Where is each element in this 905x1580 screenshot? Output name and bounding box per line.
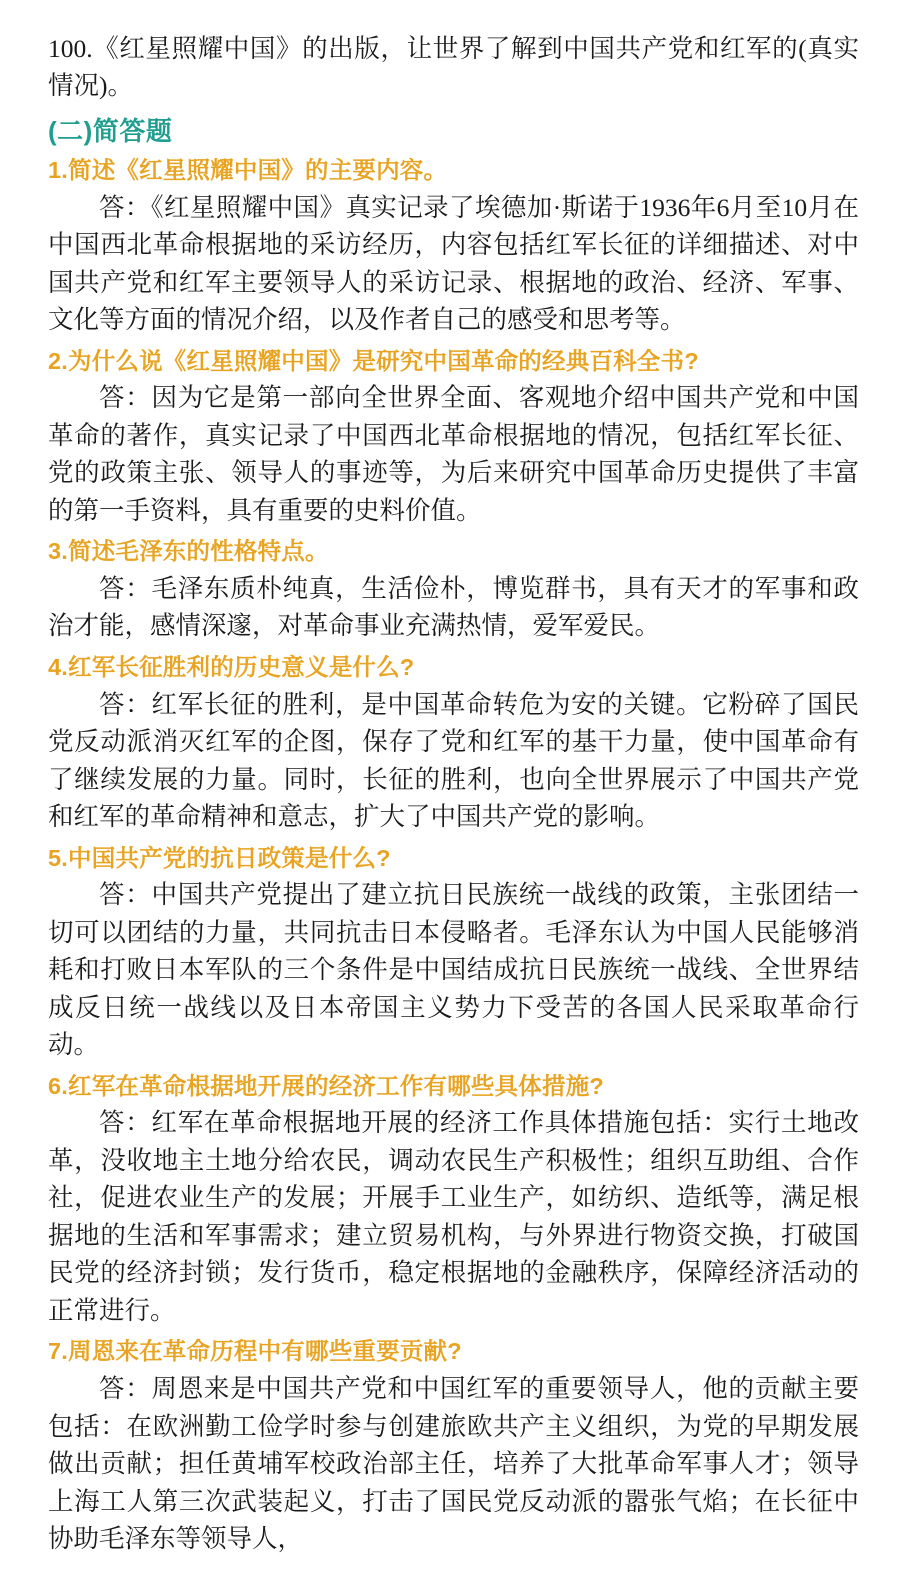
question-100-block bbox=[48, 30, 859, 105]
question-answer-6: 答：红军在革命根据地开展的经济工作具体措施包括：实行土地改革，没收地主土地分给农民，调动农民生产积极性；组织互助组、合作社，促进农业生产的发展；开展手工业生产，如纺织、造纸等，满足根据地的生活和军事需求；建立贸易机构，与外界进行物资交换，打破国民党的经济封锁；发行货币，稳定根据地的金融秩序，保障经济活动的正常进行。 bbox=[48, 1108, 859, 1325]
question-answer-7: 答：周恩来是中国共产党和中国红军的重要领导人，他的贡献主要包括：在欧洲勤工俭学时参与创建旅欧共产主义组织，为党的早期发展做出贡献；担任黄埔军校政治部主任，培养了大批革命军事人才；领导上海工人第三次武装起义，打击了国民党反动派的嚣张气焰；在长征中协助毛泽东等领导人， bbox=[48, 1374, 859, 1554]
question-block-7 bbox=[48, 1336, 859, 1557]
question-block-6 bbox=[48, 1071, 859, 1330]
question-answer-2: 答：因为它是第一部向全世界全面、客观地介绍中国共产党和中国革命的著作，真实记录了中国西北革命根据地的情况，包括红军长征、党的政策主张、领导人的事迹等，为后来研究中国革命历史提供了丰富的第一手资料，具有重要的史料价值。 bbox=[48, 383, 859, 525]
question-answer-5: 答：中国共产党提出了建立抗日民族统一战线的政策，主张团结一切可以团结的力量，共同抗击日本侵略者。毛泽东认为中国人民能够消耗和打败日本军队的三个条件是中国结成抗日民族统一战线、全世界结成反日统一战线以及日本帝国主义势力下受苦的各国人民采取革命行动。 bbox=[48, 880, 859, 1060]
question-answer-4: 答：红军长征的胜利，是中国革命转危为安的关键。它粉碎了国民党反动派消灭红军的企图，保存了党和红军的基干力量，使中国革命有了继续发展的力量。同时，长征的胜利，也向全世界展示了中国共产党和红军的革命精神和意志，扩大了中国共产党的影响。 bbox=[48, 689, 859, 832]
question-100-body: 《红星照耀中国》的出版，让世界了解到中国共产党和红军的(真实情况)。 bbox=[48, 34, 859, 101]
question-100-text bbox=[48, 30, 859, 105]
question-block-5 bbox=[48, 843, 859, 1064]
question-block-4 bbox=[48, 652, 859, 836]
question-answer-1: 答：《红星照耀中国》真实记录了埃德加·斯诺于1936年6月至10月在中国西北革命根据地的采访经历，内容包括红军长征的详细描述、对中国共产党和红军主要领导人的采访记录、根据地的政治、经济、军事、文化等方面的情况介绍，以及作者自己的感受和思考等。 bbox=[48, 192, 859, 335]
question-block-1 bbox=[48, 155, 859, 339]
question-block-3 bbox=[48, 536, 859, 645]
question-heading-2: 2.为什么说《红星照耀中国》是研究中国革命的经典百科全书? bbox=[48, 347, 699, 374]
question-heading-7: 7.周恩来在革命历程中有哪些重要贡献? bbox=[48, 1338, 462, 1365]
question-heading-3: 3.简述毛泽东的性格特点。 bbox=[48, 538, 329, 565]
question-heading-4: 4.红军长征胜利的历史意义是什么? bbox=[48, 653, 415, 680]
question-heading-5: 5.中国共产党的抗日政策是什么? bbox=[48, 844, 391, 871]
question-100-number: 100. bbox=[48, 34, 93, 63]
question-block-2 bbox=[48, 346, 859, 530]
section-title-short-answer: (二)简答题 bbox=[48, 115, 173, 146]
question-answer-3: 答：毛泽东质朴纯真，生活俭朴，博览群书，具有天才的军事和政治才能，感情深邃，对革命事业充满热情，爱军爱民。 bbox=[48, 574, 859, 641]
question-heading-1: 1.简述《红星照耀中国》的主要内容。 bbox=[48, 156, 448, 183]
question-heading-6: 6.红军在革命根据地开展的经济工作有哪些具体措施? bbox=[48, 1072, 604, 1099]
